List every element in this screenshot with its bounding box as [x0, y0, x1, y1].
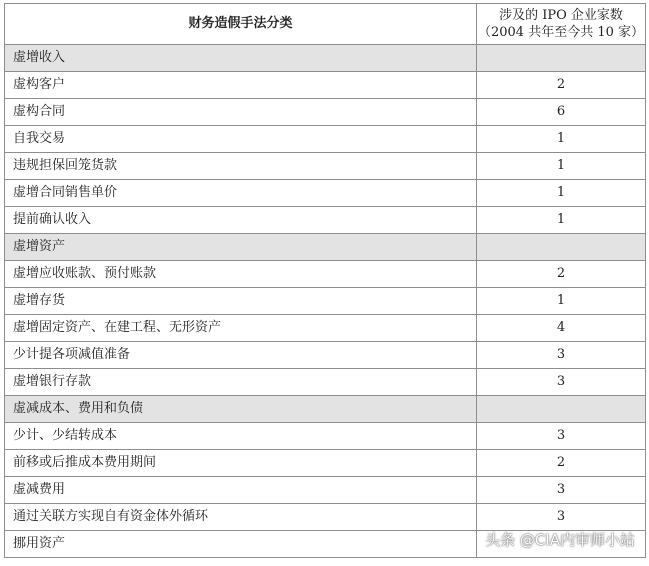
header-classification: 财务造假手法分类 [5, 4, 477, 45]
row-value: 4 [477, 315, 646, 342]
table-row [5, 477, 646, 504]
row-name: 虚减费用 [5, 477, 477, 504]
table-row [5, 342, 646, 369]
row-name: 挪用资产 [5, 531, 477, 558]
table-row [5, 504, 646, 531]
row-name: 虚增资产 [5, 234, 477, 261]
row-value: 2 [477, 72, 646, 99]
row-value: 1 [477, 180, 646, 207]
row-name: 少计提各项减值准备 [5, 342, 477, 369]
row-value: 2 [477, 261, 646, 288]
row-name: 自我交易 [5, 126, 477, 153]
table-row [5, 315, 646, 342]
watermark-text: 头条 @CIA内审师小站 [485, 531, 635, 549]
row-name: 少计、少结转成本 [5, 423, 477, 450]
row-value: 3 [477, 477, 646, 504]
row-value: 3 [477, 342, 646, 369]
table-header-row [5, 4, 646, 45]
table-row [5, 261, 646, 288]
row-name: 虚增收入 [5, 45, 477, 72]
row-value: 3 [477, 504, 646, 531]
row-value [477, 234, 646, 261]
table-row [5, 153, 646, 180]
header-ipo-count-line1: 涉及的 IPO 企业家数 [499, 8, 623, 23]
row-value [477, 45, 646, 72]
row-value: 3 [477, 423, 646, 450]
row-name: 虚增合同销售单价 [5, 180, 477, 207]
row-name: 虚减成本、费用和负债 [5, 396, 477, 423]
header-ipo-count-line2: （2004 共年至今共 10 家） [477, 25, 645, 40]
row-value [477, 396, 646, 423]
row-name: 虚增存货 [5, 288, 477, 315]
row-name: 虚增应收账款、预付账款 [5, 261, 477, 288]
header-ipo-count [477, 4, 646, 45]
category-row [5, 45, 646, 72]
row-value: 6 [477, 99, 646, 126]
row-value: 3 [477, 369, 646, 396]
table-row [5, 450, 646, 477]
row-value: 1 [477, 126, 646, 153]
fraud-classification-table [4, 3, 646, 558]
table-row [5, 207, 646, 234]
table-row [5, 99, 646, 126]
row-value: 1 [477, 288, 646, 315]
row-value: 1 [477, 153, 646, 180]
category-row [5, 396, 646, 423]
row-name: 通过关联方实现自有资金体外循环 [5, 504, 477, 531]
table-row [5, 288, 646, 315]
row-name: 违规担保回笼货款 [5, 153, 477, 180]
row-value: 1 [477, 207, 646, 234]
table-row [5, 423, 646, 450]
category-row [5, 234, 646, 261]
row-value: 2 [477, 450, 646, 477]
table-row [5, 126, 646, 153]
table-row [5, 369, 646, 396]
row-name: 虚构合同 [5, 99, 477, 126]
table-row [5, 72, 646, 99]
row-name: 提前确认收入 [5, 207, 477, 234]
table-row [5, 180, 646, 207]
row-name: 虚增固定资产、在建工程、无形资产 [5, 315, 477, 342]
fraud-classification-table-container [4, 3, 645, 558]
row-name: 虚构客户 [5, 72, 477, 99]
row-name: 前移或后推成本费用期间 [5, 450, 477, 477]
row-name: 虚增银行存款 [5, 369, 477, 396]
